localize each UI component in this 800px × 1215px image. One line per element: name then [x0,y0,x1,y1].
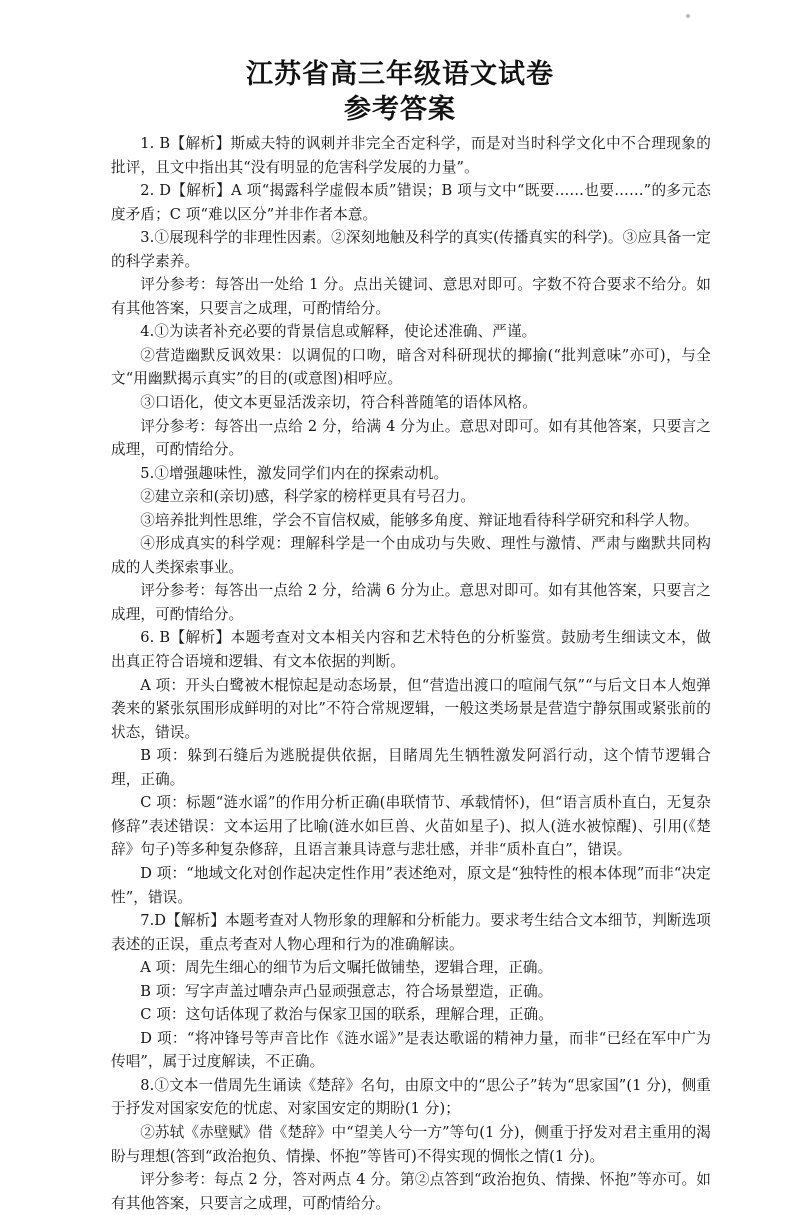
scoring-note-q4: 评分参考：每答出一点给 2 分，给满 4 分为止。意思对即可。如有其他答案，只要言之成理，可酌情给分。 [111,417,711,459]
answer-q7-option-d: D 项：“将冲锋号等声音比作《涟水谣》”是表达歌谣的精神力量，而非“已经在军中广为传唱”，属于过度解读，不正确。 [111,1029,711,1071]
answer-q6-option-a: A 项：开头白鹭被木棍惊起是动态场景，但“营造出渡口的喧闹气氛”“与后文日本人炮弹袭来的紧张氛围形成鲜明的对比”不符合常规逻辑，一般这类场景是营造宁静氛围或紧张前的状态，错误。 [111,676,711,741]
answer-q7-option-b: B 项：写字声盖过嘈杂声凸显顽强意志，符合场景塑造，正确。 [140,982,553,1000]
answer-q5-point4: ④形成真实的科学观：理解科学是一个由成功与失败、理性与激情、严肃与幽默共同构成的人类探索事业。 [111,535,711,576]
exam-title: 江苏省高三年级语文试卷 [246,59,554,90]
answer-q4-point3: ③口语化，使文本更显活泼亲切，符合科普随笔的语体风格。 [140,394,537,412]
answer-q4-point2: ②营造幽默反讽效果：以调侃的口吻，暗含对科研现状的揶揄(“批判意味”亦可)，与全文“用幽默揭示真实”的目的(或意图)相呼应。 [111,346,711,388]
answer-q2: 2. D【解析】A 项“揭露科学虚假本质”错误；B 项与文中“既要……也要……”的多元态度矛盾；C 项“难以区分”并非作者本意。 [111,182,711,223]
answer-q1: 1. B【解析】斯威夫特的讽刺并非完全否定科学，而是对当时科学文化中不合理现象的批评，且文中指出其“没有明显的危害科学发展的力量”。 [111,135,711,176]
answer-q5-point3: ③培养批判性思维，学会不盲信权威，能够多角度、辩证地看待科学研究和科学人物。 [140,511,699,529]
scoring-note-q5: 评分参考：每答出一点给 2 分，给满 6 分为止。意思对即可。如有其他答案，只要言之成理，可酌情给分。 [111,582,711,623]
answer-body [111,132,711,1215]
answer-q3: 3.①展现科学的非理性因素。②深刻地触及科学的真实(传播真实的科学)。③应具备一定的科学素养。 [111,229,711,270]
answer-q8-point2: ②苏轼《赤壁赋》借《楚辞》中“望美人兮一方”等句(1 分)，侧重于抒发对君主重用的渴盼与理想(答到“政治抱负、情操、怀抱”等皆可)不得实现的惆怅之情(1 分)。 [111,1123,711,1165]
scan-speck [686,14,690,18]
answer-q4-point1: 4.①为读者补充必要的背景信息或解释，使论述准确、严谨。 [140,323,537,341]
answer-q5-point2: ②建立亲和(亲切)感，科学家的榜样更具有号召力。 [140,488,476,506]
answer-q6-option-b: B 项：躲到石缝后为逃脱提供依据，目睹周先生牺牲激发阿滔行动，这个情节逻辑合理，正确。 [111,747,711,788]
answer-q8-point1: 8.①文本一借周先生诵读《楚辞》名句，由原文中的“思公子”转为“思家国”(1 分)，侧重于抒发对国家安危的忧虑、对家国安定的期盼(1 分)； [111,1076,711,1118]
answer-q7-option-a: A 项：周先生细心的细节为后文嘱托做铺垫，逻辑合理，正确。 [140,959,553,977]
answer-q7: 7.D【解析】本题考查对人物形象的理解和分析能力。要求考生结合文本细节，判断选项表述的正误，重点考查对人物心理和行为的准确解读。 [111,912,711,953]
answer-q7-option-c: C 项：这句话体现了救治与保家卫国的联系，理解合理，正确。 [140,1006,553,1024]
answer-q5-point1: 5.①增强趣味性，激发同学们内在的探索动机。 [140,464,449,482]
scoring-note-q8: 评分参考：每点 2 分，答对两点 4 分。第②点答到“政治抱负、情操、怀抱”等亦可。如有其他答案，只要言之成理，可酌情给分。 [111,1171,711,1212]
answer-q6-option-d: D 项：“地域文化对创作起决定性作用”表述绝对，原文是“独特性的根本体现”而非“决定性”，错误。 [111,864,711,906]
answer-q6: 6. B【解析】本题考查对文本相关内容和艺术特色的分析鉴赏。鼓励考生细读文本，做出真正符合语境和逻辑、有文本依据的判断。 [111,629,711,671]
answer-q6-option-c: C 项：标题“涟水谣”的作用分析正确(串联情节、承载情怀)，但“语言质朴直白，无复杂修辞”表述错误：文本运用了比喻(涟水如巨兽、火苗如星子)、拟人(涟水被惊醒)、引用(《楚辞》句子)等多种复杂修辞，且语言兼具诗意与悲壮感，并非“质朴直白”，错误。 [111,794,711,859]
scoring-note-q3: 评分参考：每答出一处给 1 分。点出关键词、意思对即可。字数不符合要求不给分。如有其他答案，只要言之成理，可酌情给分。 [111,276,711,317]
answer-key-heading: 参考答案 [344,94,456,125]
